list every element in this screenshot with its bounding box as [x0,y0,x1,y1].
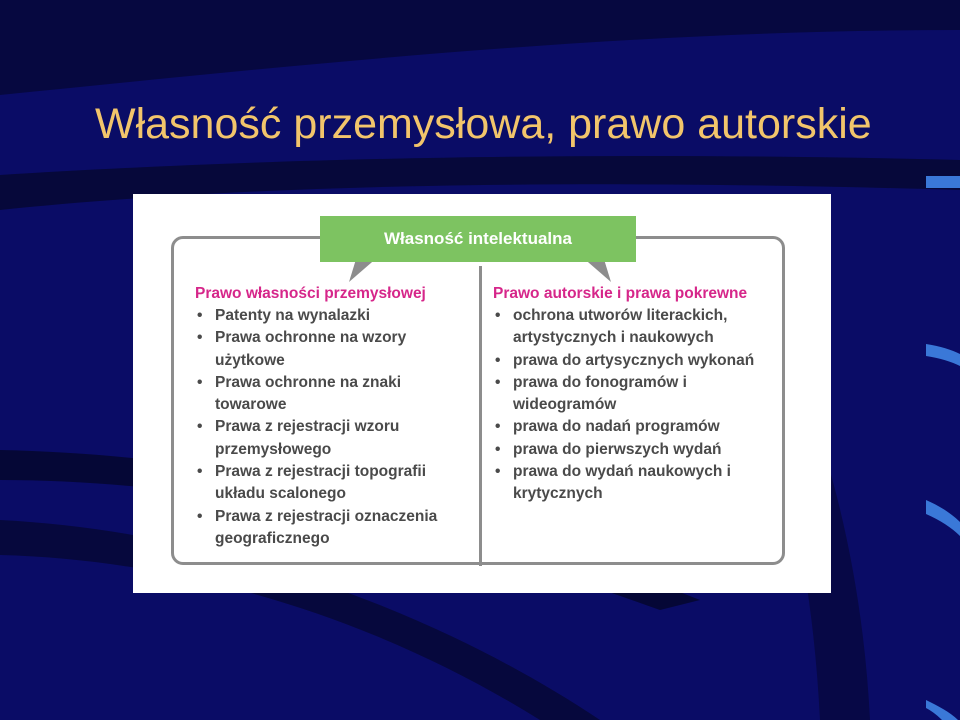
bullet-icon: • [495,307,501,324]
list-item-text: prawa do wydań naukowych i krytycznych [513,463,731,503]
bullet-icon: • [495,418,501,436]
column-divider [479,266,482,566]
list-item-text: Patenty na wynalazki [215,307,371,324]
list-item-text: Prawa z rejestracji oznaczenia geograficznego [215,507,438,547]
bullet-icon: • [197,373,203,391]
list-item [493,439,793,461]
bullet-icon: • [495,440,501,458]
list-item [493,350,793,372]
bullet-icon: • [495,351,501,369]
bullet-icon: • [495,463,501,481]
list-item-text: prawa do fonogramów i wideogramów [513,373,687,414]
list-item-text: prawa do pierwszych wydań [513,440,722,458]
list-item-text: prawa do artysycznych wykonań [513,351,755,369]
bullet-icon: • [197,329,203,347]
bullet-icon: • [197,307,203,324]
left-column-list [195,305,465,550]
list-item-text: prawa do nadań programów [513,418,720,436]
bullet-icon: • [495,373,501,391]
right-column [493,283,793,506]
list-item-text: Prawa z rejestracji wzoru przemysłowego [215,418,400,458]
list-item [493,372,793,417]
right-column-list [493,305,793,506]
list-item-text: Prawa ochronne na wzory użytkowe [215,329,407,369]
list-item [195,506,465,551]
list-item [493,305,793,350]
diagram-header: Własność intelektualna [320,216,636,262]
bullet-icon: • [197,507,203,525]
list-item-text: Prawa ochronne na znaki towarowe [215,373,402,414]
decor-tick [926,176,960,188]
list-item [195,461,465,506]
right-column-heading: Prawo autorskie i prawa pokrewne [493,285,748,302]
bullet-icon: • [197,418,203,436]
list-item [195,305,465,327]
left-column [195,283,465,550]
left-column-heading: Prawo własności przemysłowej [195,285,426,302]
intellectual-property-diagram [133,194,831,593]
slide-title: Własność przemysłowa, prawo autorskie [95,100,872,148]
list-item [493,461,793,506]
bullet-icon: • [197,463,203,481]
list-item-text: Prawa z rejestracji topografii układu scalonego [215,463,427,503]
list-item [195,416,465,461]
list-item-text: ochrona utworów literackich, artystycznych i naukowych [513,307,728,347]
list-item [195,372,465,417]
list-item [493,416,793,438]
list-item [195,327,465,372]
